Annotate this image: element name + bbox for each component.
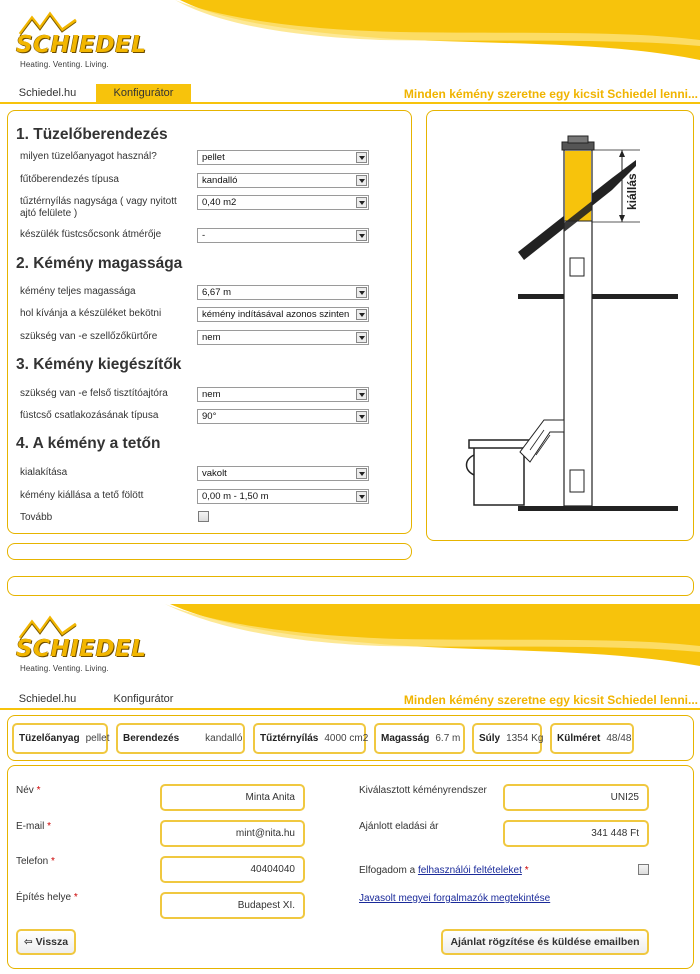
logo-tagline: Heating. Venting. Living. xyxy=(20,60,109,69)
section-title-accessories: 3. Kémény kiegészítők xyxy=(16,356,182,373)
schiedel-logo-2[interactable] xyxy=(14,614,154,674)
system-label: Kiválasztott kéményrendszer xyxy=(359,785,487,796)
required-mark: * xyxy=(73,892,78,903)
email-input[interactable]: mint@nita.hu xyxy=(160,820,305,847)
submit-button[interactable]: Ajánlat rögzítése és küldése emailben xyxy=(441,929,649,955)
chip-value: 48/48 xyxy=(606,733,632,744)
slogan: Minden kémény szeretne egy kicsit Schiedel lenni... xyxy=(403,87,698,101)
field-label-flue-diameter: készülék füstcsőcsonk átmérője xyxy=(20,229,162,240)
empty-bar-2 xyxy=(7,576,694,596)
flue-diameter-select[interactable] xyxy=(197,228,369,243)
email-label xyxy=(16,821,51,832)
chevron-down-icon xyxy=(356,411,367,422)
phone-label xyxy=(16,856,55,867)
field-label-connection-level: hol kívánja a készüléket bekötni xyxy=(20,308,162,319)
finish-select[interactable] xyxy=(197,466,369,481)
summary-chip-firebox xyxy=(253,723,369,754)
required-mark: * xyxy=(36,785,41,796)
dealers-link[interactable]: Javasolt megyei forgalmazók megtekintése xyxy=(359,893,551,904)
chip-label: Berendezés xyxy=(123,733,180,744)
field-label-total-height: kémény teljes magassága xyxy=(20,286,136,297)
fuel-select-value: pellet xyxy=(202,152,225,163)
top-nav-2 xyxy=(0,690,700,712)
terms-link[interactable]: felhasználói feltételeket xyxy=(417,865,522,876)
flue-connection-select-value: 90° xyxy=(202,411,217,422)
fuel-select[interactable] xyxy=(197,150,369,165)
connection-level-select-value: kémény indításával azonos szinten xyxy=(202,309,350,320)
terms-prefix: Elfogadom a xyxy=(359,865,416,876)
required-mark: * xyxy=(47,821,52,832)
roof-projection-select-value: 0,00 m - 1,50 m xyxy=(202,491,269,502)
chevron-down-icon xyxy=(356,175,367,186)
tab-schiedel-hu[interactable]: Schiedel.hu xyxy=(18,693,77,705)
chip-value: 1354 Kg xyxy=(506,733,544,744)
flue-diameter-select-value: - xyxy=(202,230,206,241)
chip-value: pellet xyxy=(85,733,110,744)
section-title-roof: 4. A kémény a tetőn xyxy=(16,435,161,452)
projection-label: kiállás xyxy=(625,173,639,210)
tab-configurator[interactable]: Konfigurátor xyxy=(96,84,191,102)
required-mark: * xyxy=(51,856,55,867)
chimney-diagram xyxy=(426,110,694,541)
chip-value: kandalló xyxy=(205,733,243,744)
slogan: Minden kémény szeretne egy kicsit Schiedel lenni... xyxy=(403,693,698,707)
name-label xyxy=(16,785,40,796)
phone-input[interactable]: 40404040 xyxy=(160,856,305,883)
heater-type-select-value: kandalló xyxy=(202,175,238,186)
chevron-down-icon xyxy=(356,389,367,400)
firebox-opening-select[interactable] xyxy=(197,195,369,210)
heater-type-select[interactable] xyxy=(197,173,369,188)
phone-label-text: Telefon xyxy=(16,856,49,867)
schiedel-logo[interactable] xyxy=(14,10,154,70)
tab-schiedel-hu[interactable]: Schiedel.hu xyxy=(18,87,77,99)
field-label-firebox-opening: tűztérnyílás nagysága ( vagy nyitott ajtó felülete ) xyxy=(20,196,177,219)
nav-underline xyxy=(0,102,700,104)
terms-row xyxy=(359,865,529,876)
email-label-text: E-mail xyxy=(16,821,45,832)
chip-label: Tűztérnyílás xyxy=(260,733,319,744)
summary-chip-appliance xyxy=(116,723,245,754)
total-height-select[interactable] xyxy=(197,285,369,300)
vent-shaft-select-value: nem xyxy=(202,332,221,343)
site-label xyxy=(16,892,78,903)
total-height-select-value: 6,67 m xyxy=(202,287,232,298)
empty-bar-1 xyxy=(7,543,412,560)
next-checkbox[interactable] xyxy=(198,511,209,522)
chip-label: Magasság xyxy=(381,733,430,744)
summary-chip-height xyxy=(374,723,465,754)
vent-shaft-select[interactable] xyxy=(197,330,369,345)
field-label-cleaning-door: szükség van -e felső tisztítóajtóra xyxy=(20,388,168,399)
field-label-heater-type: fűtőberendezés típusa xyxy=(20,174,119,185)
summary-chip-weight xyxy=(472,723,542,754)
chevron-down-icon xyxy=(356,491,367,502)
chip-label: Tüzelőanyag xyxy=(19,733,80,744)
chevron-down-icon xyxy=(356,197,367,208)
field-label-fuel: milyen tüzelőanyagot használ? xyxy=(20,151,157,162)
roof-projection-select[interactable] xyxy=(197,489,369,504)
name-label-text: Név xyxy=(16,785,34,796)
cleaning-door-select-value: nem xyxy=(202,389,221,400)
back-button[interactable]: ⇦ Vissza xyxy=(16,929,76,955)
section-title-burner: 1. Tüzelőberendezés xyxy=(16,126,168,143)
price-value: 341 448 Ft xyxy=(503,820,649,847)
chevron-down-icon xyxy=(356,230,367,241)
chevron-down-icon xyxy=(356,332,367,343)
nav-underline xyxy=(0,708,700,710)
chip-value: 6.7 m xyxy=(435,733,461,744)
next-label: Tovább xyxy=(20,512,53,523)
required-mark: * xyxy=(524,865,529,876)
connection-level-select[interactable] xyxy=(197,307,369,322)
terms-checkbox[interactable] xyxy=(638,864,649,875)
flue-connection-select[interactable] xyxy=(197,409,369,424)
chevron-down-icon xyxy=(356,287,367,298)
price-label: Ajánlott eladási ár xyxy=(359,821,439,832)
chip-value: 4000 cm2 xyxy=(324,733,369,744)
summary-chip-fuel xyxy=(12,723,108,754)
logo-tagline: Heating. Venting. Living. xyxy=(20,664,109,673)
firebox-opening-select-value: 0,40 m2 xyxy=(202,197,237,208)
chevron-down-icon xyxy=(356,309,367,320)
logo-wordmark: SCHIEDEL xyxy=(16,32,147,58)
chevron-down-icon xyxy=(356,468,367,479)
site-input[interactable]: Budapest XI. xyxy=(160,892,305,919)
site-label-text: Építés helye xyxy=(16,892,72,903)
chip-label: Külméret xyxy=(557,733,601,744)
chip-label: Súly xyxy=(479,733,501,744)
chevron-down-icon xyxy=(356,152,367,163)
field-label-finish: kialakítása xyxy=(20,467,68,478)
cleaning-door-select[interactable] xyxy=(197,387,369,402)
section-title-height: 2. Kémény magassága xyxy=(16,255,183,272)
logo-wordmark: SCHIEDEL xyxy=(16,636,147,662)
system-value: UNI25 xyxy=(503,784,649,811)
field-label-roof-projection: kémény kiállása a tető fölött xyxy=(20,490,144,501)
name-input[interactable]: Minta Anita xyxy=(160,784,305,811)
field-label-flue-connection: füstcső csatlakozásának típusa xyxy=(20,410,159,421)
tab-configurator[interactable]: Konfigurátor xyxy=(113,693,174,705)
field-label-vent-shaft: szükség van -e szellőzőkürtőre xyxy=(20,331,158,342)
finish-select-value: vakolt xyxy=(202,468,227,479)
top-nav xyxy=(0,84,700,106)
summary-chip-size xyxy=(550,723,634,754)
